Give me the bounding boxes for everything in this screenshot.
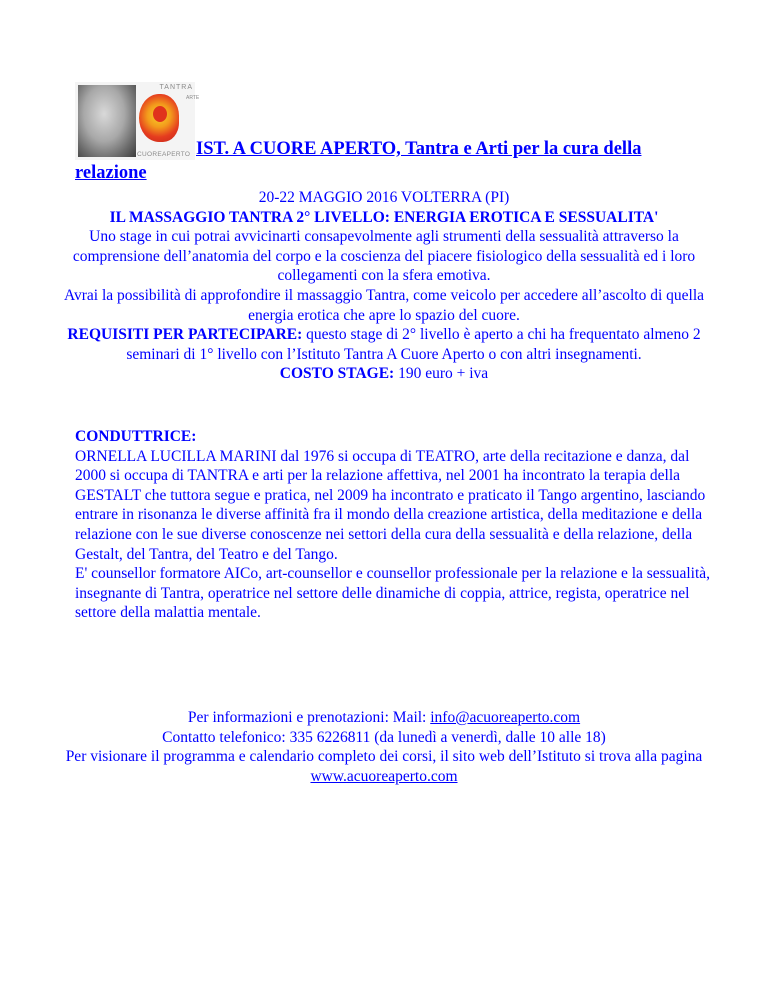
event-cost xyxy=(60,364,708,384)
sun-core-graphic xyxy=(153,106,167,122)
conductor-section xyxy=(75,427,715,623)
website-link[interactable]: www.acuoreaperto.com xyxy=(310,767,458,785)
conductor-bio-1: ORNELLA LUCILLA MARINI dal 1976 si occupa di TEATRO, arte della recitazione e danza, dal 2000 si occupa di TANTRA e arti per la relazione affettiva, nel 2001 ha incontrato la terapia della GESTALT che tuttora segue e pratica, nel 2009 ha incontrato e praticato il Tango argentino, lasciando entrare in risonanza le diverse affinità fra il mondo della creazione artistica, della meditazione e della relazione con le sue diverse conoscenze nei settori della cura della sessualità e della relazione, della Gestalt, del Tantra, del Teatro e del Tango. xyxy=(75,447,706,563)
event-description-2: Avrai la possibilità di approfondire il massaggio Tantra, come veicolo per accedere all’ascolto di quella energia erotica che apre lo spazio del cuore. xyxy=(63,286,705,324)
logo-brand-top: TANTRA xyxy=(159,84,193,91)
requirements-label: REQUISITI PER PARTECIPARE: xyxy=(67,326,303,344)
cost-label: COSTO STAGE: xyxy=(279,365,395,383)
contact-phone: Contatto telefonico: 335 6226811 (da lunedì a venerdì, dalle 10 alle 18) xyxy=(162,728,606,746)
contact-web-line xyxy=(60,747,708,786)
contact-web-prefix: Per visionare il programma e calendario completo dei corsi, il sito web dell’Istituto si trova alla pagina xyxy=(65,748,703,766)
event-title: IL MASSAGGIO TANTRA 2° LIVELLO: ENERGIA EROTICA E SESSUALITA' xyxy=(109,208,659,226)
event-date-place: 20-22 MAGGIO 2016 VOLTERRA (PI) xyxy=(258,189,510,206)
event-description-1: Uno stage in cui potrai avvicinarti consapevolmente agli strumenti della sessualità attraverso la comprensione dell’anatomia del corpo e la coscienza del piacere fisiologico della sessualità ed i loro collegamenti con la sfera emotiva. xyxy=(72,228,696,285)
institute-title-link[interactable]: IST. A CUORE APERTO, Tantra e Arti per la cura della relazione xyxy=(75,139,642,183)
email-link[interactable]: info@acuoreaperto.com xyxy=(430,709,581,726)
cost-text: 190 euro + iva xyxy=(394,365,489,383)
contact-info-prefix: Per informazioni e prenotazioni: Mail: xyxy=(187,709,431,726)
contact-section xyxy=(60,708,708,786)
logo-brand-bottom: CUOREAPERTO xyxy=(137,151,191,158)
contact-info-line xyxy=(60,708,708,728)
event-section xyxy=(60,188,708,384)
event-requirements xyxy=(60,325,708,364)
conductor-bio-2: E' counsellor formatore AICo, art-counsellor e counsellor professionale per la relazione e la sessualità, insegnante di Tantra, operatrice nel settore delle dinamiche di coppia, attrice, regista, operatrice nel settore della malattia mentale. xyxy=(75,565,711,622)
requirements-text: questo stage di 2° livello è aperto a chi ha frequentato almeno 2 seminari di 1° livello con l’Istituto Tantra A Cuore Aperto o con altri insegnamenti. xyxy=(126,326,701,363)
conductor-label: CONDUTTRICE: xyxy=(75,428,197,445)
logo-brand-vertical: ARTE xyxy=(186,95,200,101)
